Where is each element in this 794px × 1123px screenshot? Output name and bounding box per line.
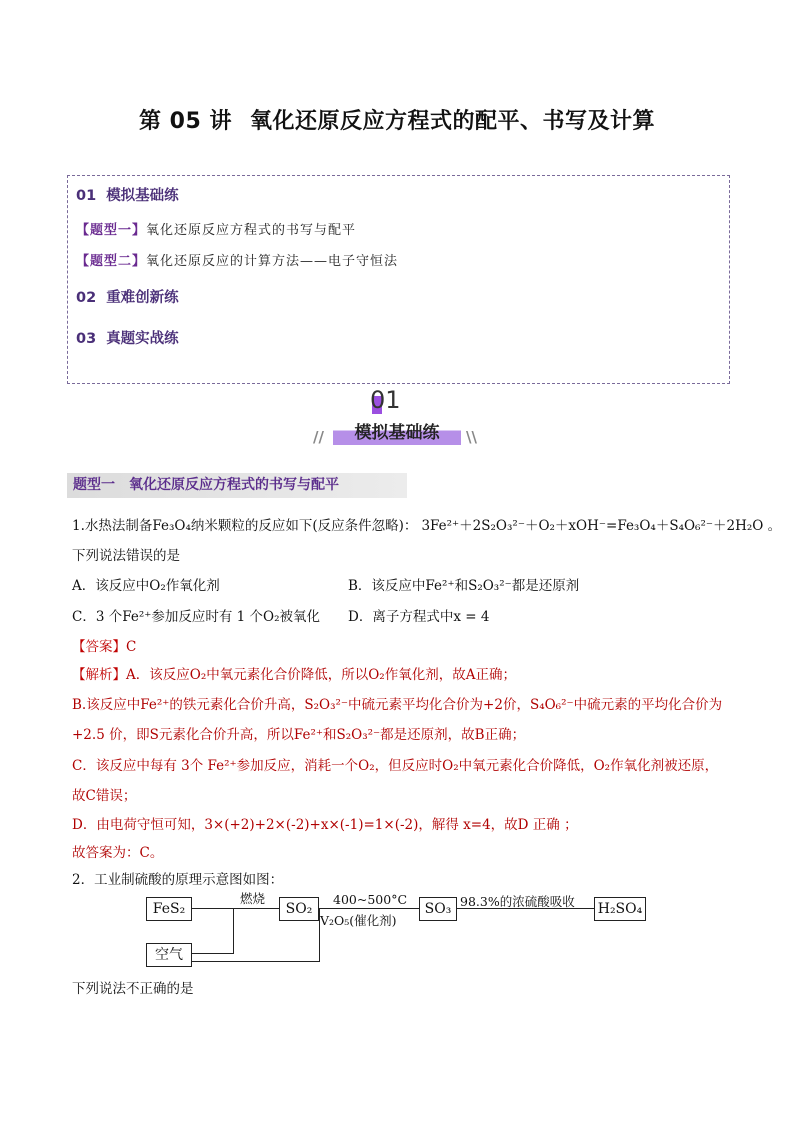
q1-analysis-b1: B.该反应中Fe²⁺的铁元素化合价升高，S₂O₃²⁻中硫元素平均化合价为+2价，S₄O₆²⁻中硫元素的平均化合价为: [72, 697, 723, 713]
q1-equation: 3Fe²⁺＋2S₂O₃²⁻＋O₂＋xOH⁻=Fe₃O₄＋S₄O₆²⁻＋2H₂O 。: [421, 518, 782, 534]
toc-section-num: 02: [76, 290, 97, 306]
burn-label: 燃烧: [240, 891, 266, 906]
q1-option-b[interactable]: B．该反应中Fe²⁺和S₂O₃²⁻都是还原剂: [348, 578, 580, 594]
catalyst-label: V₂O₅(催化剂): [320, 913, 397, 928]
q1-ask: 下列说法错误的是: [72, 548, 180, 564]
q1-answer: [72, 635, 136, 655]
q1-analysis-a: [72, 663, 516, 683]
q1-conclusion: 故答案为：C。: [72, 845, 164, 861]
banner-left-slashes: //: [313, 428, 324, 446]
so2-box: SO₂: [279, 897, 319, 921]
toc-section-3[interactable]: [76, 327, 179, 348]
q1-analysis-b2: +2.5 价，即S元素化合价升高，所以Fe²⁺和S₂O₃²⁻都是还原剂，故B正确；: [72, 727, 526, 743]
absorb-label: 98.3%的浓硫酸吸收: [460, 894, 575, 909]
table-of-contents: [67, 175, 730, 384]
banner-right-slashes: \\: [466, 428, 477, 446]
q1-stem: 1.水热法制备Fe₃O₄纳米颗粒的反应如下(反应条件忽略)：: [72, 518, 418, 534]
toc-item-text: 氧化还原反应的计算方法——电子守恒法: [146, 254, 399, 269]
temperature-label: 400~500°C: [333, 892, 408, 907]
answer-value: C: [126, 639, 137, 655]
h2so4-box: H₂SO₄: [594, 897, 646, 921]
q2-ask: 下列说法不正确的是: [72, 981, 194, 997]
recycle-bottom-line: [192, 961, 320, 962]
q1-option-c[interactable]: C．3 个Fe²⁺参加反应时有 1 个O₂被氧化: [72, 609, 321, 625]
page-title: [0, 104, 794, 135]
so3-box: SO₃: [419, 897, 457, 921]
answer-label: 【答案】: [72, 639, 126, 655]
lecture-topic: 氧化还原反应方程式的配平、书写及计算: [249, 109, 655, 134]
toc-section-1[interactable]: [76, 184, 179, 205]
toc-item-tag: 【题型二】: [76, 254, 147, 269]
arrow-feS2-so2: [192, 908, 279, 909]
toc-section-num: 03: [76, 331, 97, 347]
section-banner: 模拟基础练: [333, 421, 461, 445]
q1-analysis-c1: C．该反应中每有 3个 Fe²⁺参加反应，消耗一个O₂，但反应时O₂中氧元素化合价降低，O₂作氧化剂被还原，: [72, 758, 719, 774]
toc-item-1[interactable]: [76, 219, 356, 238]
question-type-heading: 题型一 氧化还原反应方程式的书写与配平: [67, 473, 407, 498]
q2-stem: 2．工业制硫酸的原理示意图如图：: [72, 872, 284, 888]
q1-stem-line: [72, 514, 781, 534]
q1-option-a[interactable]: A．该反应中O₂作氧化剂: [72, 578, 220, 594]
analysis-text: A．该反应O₂中氧元素化合价降低，所以O₂作氧化剂，故A正确；: [126, 667, 516, 683]
q1-analysis-d1: D．由电荷守恒可知，3×(+2)+2×(-2)+x×(-1)=1×(-2)，解得 x=4，故D 正确 ；: [72, 817, 578, 833]
feS2-box: FeS₂: [146, 897, 192, 921]
toc-item-text: 氧化还原反应方程式的书写与配平: [146, 223, 357, 238]
section-badge-number: 01: [370, 386, 401, 414]
lecture-number: 第 05 讲: [139, 109, 232, 134]
air-feed-line: [192, 953, 234, 954]
q1-analysis-c2: 故C错误；: [72, 788, 137, 804]
toc-section-num: 01: [76, 188, 97, 204]
arrow-so2-so3: [319, 908, 419, 909]
air-joint-line: [233, 908, 234, 953]
toc-section-2[interactable]: [76, 286, 179, 307]
toc-section-label: 真题实战练: [106, 331, 179, 347]
toc-section-label: 模拟基础练: [106, 188, 179, 204]
analysis-label: 【解析】: [72, 667, 126, 683]
toc-item-tag: 【题型一】: [76, 223, 147, 238]
air-box: 空气: [146, 943, 192, 967]
q1-option-d[interactable]: D．离子方程式中x = 4: [348, 609, 490, 625]
toc-section-label: 重难创新练: [106, 290, 179, 306]
toc-item-2[interactable]: [76, 250, 398, 269]
